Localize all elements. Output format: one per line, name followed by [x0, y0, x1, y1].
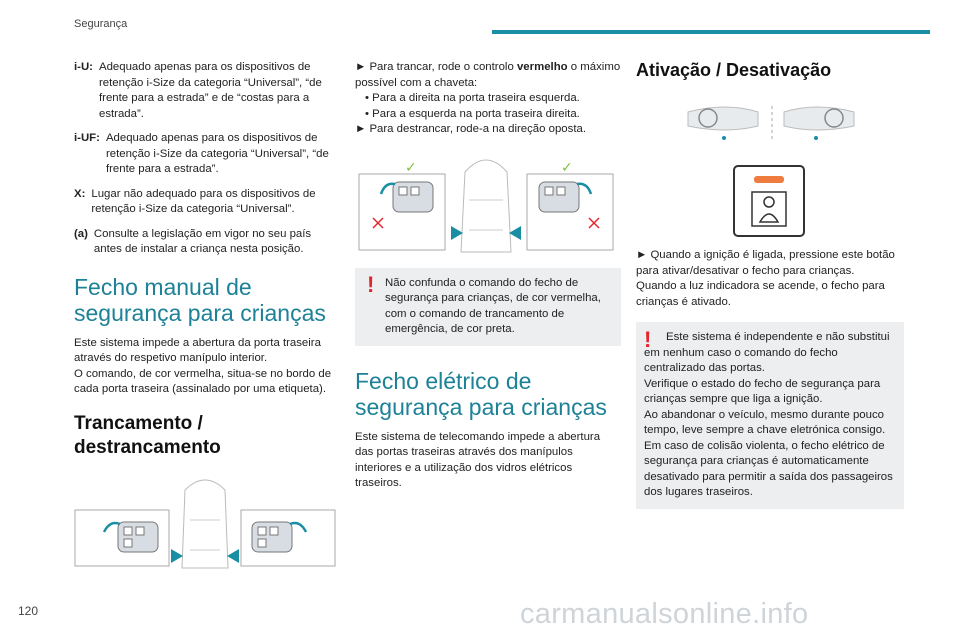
activation-illustration — [636, 94, 904, 244]
door-lock-figure — [74, 472, 336, 570]
definition-item — [74, 227, 342, 258]
child-lock-illustration — [355, 154, 617, 254]
heading-activation: Ativação / Desativação — [636, 60, 832, 80]
section-title: Segurança — [74, 18, 128, 30]
header-accent-bar — [492, 30, 930, 34]
watermark: carmanualsonline.info — [520, 598, 809, 630]
column-middle — [355, 60, 621, 492]
warning-box-activation — [636, 322, 904, 509]
definition-key: i-UF: — [74, 132, 100, 144]
manual-text-2: O comando, de cor vermelha, situa-se no bordo de cada porta traseira (assinalado por uma etiqueta). — [74, 367, 332, 395]
activation-text-1: ► Quando a ignição é ligada, pressione este botão para ativar/desativar o fecho para crianças. — [636, 249, 895, 277]
column-left — [74, 60, 342, 570]
door-lock-illustration — [74, 472, 336, 570]
warning-box — [355, 268, 621, 346]
definition-text: Consulte a legislação em vigor no seu país antes de instalar a criança nesta posição. — [93, 227, 312, 255]
svg-text:✓: ✓ — [561, 159, 573, 176]
lock-instruction — [355, 60, 621, 91]
heading-electric-child-lock: Fecho elétrico de segurança para crianças — [355, 367, 607, 420]
lock-instruction-bold: vermelho — [516, 61, 568, 73]
definition-text: Lugar não adequado para os dispositivos de retenção i-Size da categoria “Universal”. — [91, 187, 316, 215]
warning-line: Em caso de colisão violenta, o fecho elétrico de segurança para crianças é automaticamente desativado para permitir a saída dos passageiros dos lugares traseiros. — [644, 439, 893, 498]
warning-icon: ! — [644, 327, 652, 352]
lock-instruction-pre: ► Para trancar, rode o controlo — [355, 61, 517, 73]
lock-instruction-post: o máximo possível com a chaveta: — [355, 61, 621, 89]
heading-lock-unlock: Trancamento / destrancamento — [74, 412, 221, 458]
warning-line: Verifique o estado do fecho de segurança para crianças sempre que liga a ignição. — [644, 377, 881, 405]
definition-key: i-U: — [74, 61, 93, 73]
child-lock-figure — [355, 154, 617, 254]
unlock-instruction: ► Para destrancar, rode-a na direção oposta. — [355, 123, 586, 135]
warning-icon: ! — [367, 271, 375, 297]
warning-line: Este sistema é independente e não substitui em nenhum caso o comando do fecho centralizado das portas. — [644, 331, 890, 374]
definition-item — [74, 187, 342, 218]
activation-figure — [636, 94, 904, 244]
definition-item — [74, 60, 342, 122]
definition-text: Adequado apenas para os dispositivos de retenção i-Size da categoria “Universal”, “de frente para a estrada” e de “costas para a estrada”. — [98, 61, 322, 120]
definition-key: X: — [74, 187, 86, 200]
bullet-left: • Para a esquerda na porta traseira direita. — [365, 107, 580, 120]
manual-text-1: Este sistema impede a abertura da porta traseira através do respetivo manípulo interior. — [74, 336, 321, 364]
svg-text:✓: ✓ — [405, 159, 417, 176]
electric-text: Este sistema de telecomando impede a abertura das portas traseiras através dos manípulos interiores e a utilização dos vidros elétricos traseiros. — [355, 430, 601, 489]
definition-key: (a) — [74, 227, 88, 240]
warning-line: Ao abandonar o veículo, mesmo durante pouco tempo, leve sempre a chave eletrónica consigo. — [644, 408, 886, 436]
definition-item — [74, 131, 342, 178]
activation-text-2: Quando a luz indicadora se acende, o fecho para crianças é ativado. — [636, 280, 885, 308]
warning-text: Não confunda o comando do fecho de segurança para crianças, de cor vermelha, com o comando de trancamento de emergência, de cor preta. — [385, 276, 601, 335]
page-number: 120 — [18, 604, 39, 618]
column-right — [636, 60, 904, 509]
heading-manual-child-lock: Fecho manual de segurança para crianças — [74, 273, 326, 326]
definition-text: Adequado apenas para os dispositivos de retenção i-Size da categoria “Universal”, “de frente para a estrada”. — [105, 132, 329, 175]
bullet-right: • Para a direita na porta traseira esquerda. — [365, 92, 580, 104]
